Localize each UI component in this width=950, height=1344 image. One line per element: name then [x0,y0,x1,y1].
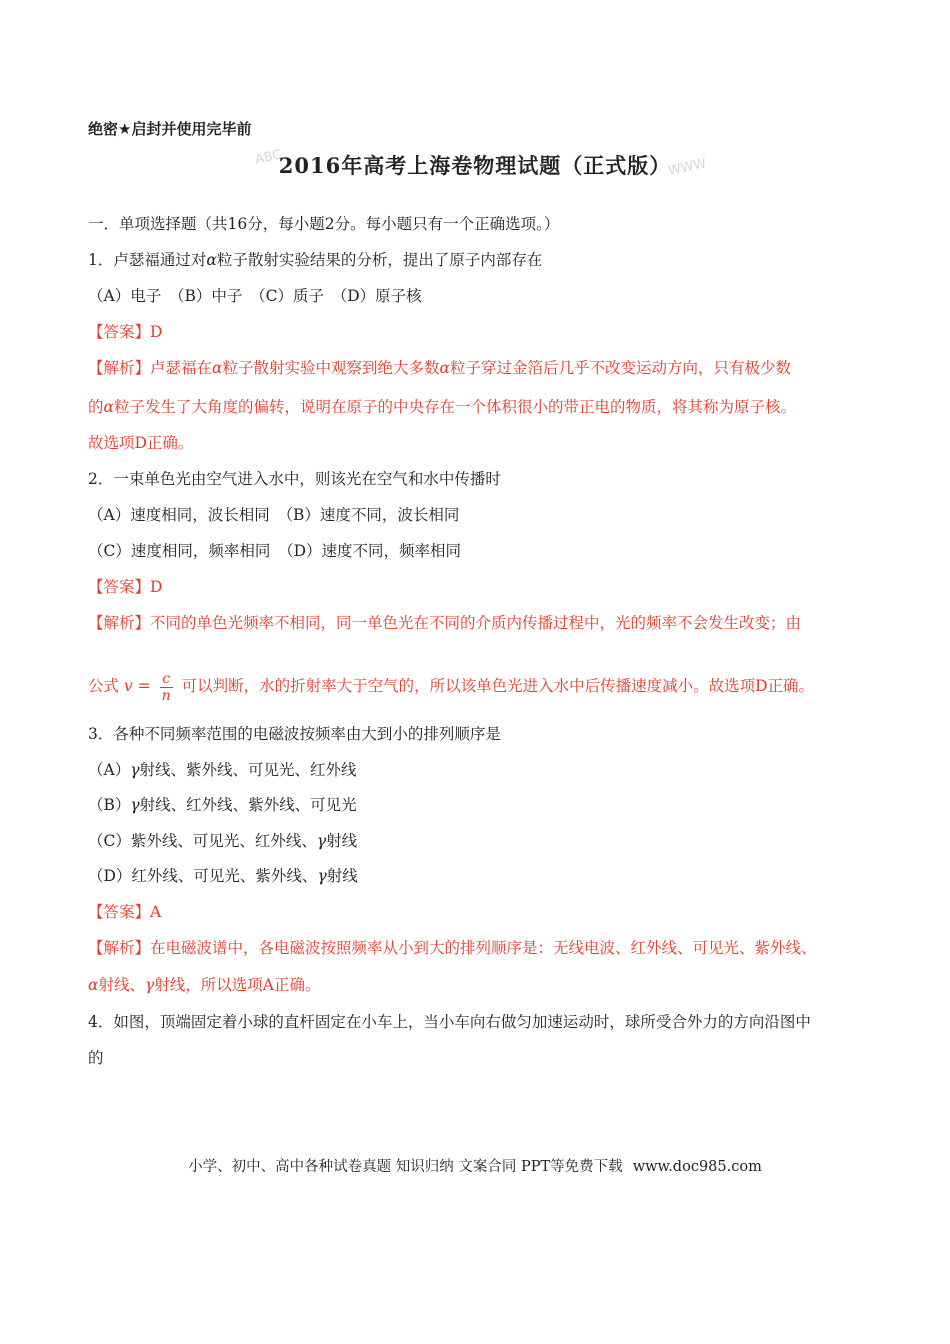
formula-denominator: n [161,687,171,704]
watermark-right: WWW [666,156,708,179]
question-1-answer: 【答案】D [88,323,163,341]
formula-fraction [160,671,173,704]
question-2-explanation-line-1: 【解析】不同的单色光频率不相同，同一单色光在不同的介质内传播过程中，光的频率不会发生改变；由 [88,614,802,632]
question-1-explanation-line-1: 【解析】卢瑟福在α粒子散射实验中观察到绝大多数α粒子穿过金箔后几乎不改变运动方向，只有极少数 [88,359,791,377]
formula-equals: = [137,677,151,695]
question-2-options-cd: （C）速度相同，频率相同 （D）速度不同，频率相同 [88,542,462,560]
section-heading: 一．单项选择题（共16分，每小题2分。每小题只有一个正确选项。） [88,215,560,233]
question-2-explanation-line-2: 公式 v = $\frac{c}{n}$ 可以判断，水的折射率大于空气的，所以该单色光进入水中后传播速度减小。故选项D正确。 [88,670,814,704]
question-2-answer: 【答案】D [88,578,163,596]
formula-numerator: c [160,671,173,688]
question-3-stem: 3．各种不同频率范围的电磁波按频率由大到小的排列顺序是 [88,725,501,743]
footer-text: 小学、初中、高中各种试卷真题 知识归纳 文案合同 PPT等免费下载 [188,1159,623,1175]
question-3-option-a: （A）γ射线、紫外线、可见光、红外线 [88,761,357,779]
question-1-explanation-line-3: 故选项D正确。 [88,434,194,452]
question-4-stem-line-2: 的 [88,1049,104,1067]
question-1-options: （A）电子 （B）中子 （C）质子 （D）原子核 [88,287,422,305]
question-3-explanation-line-1: 【解析】在电磁波谱中，各电磁波按照频率从小到大的排列顺序是：无线电波、红外线、可见光、紫外线、 [88,939,817,957]
question-3-option-b: （B）γ射线、红外线、紫外线、可见光 [88,796,357,814]
question-3-option-c: （C）紫外线、可见光、红外线、γ射线 [88,832,358,850]
question-2-stem: 2．一束单色光由空气进入水中，则该光在空气和水中传播时 [88,470,501,488]
confidential-notice: 绝密★启封并使用完毕前 [88,120,252,138]
watermark-left: ABC [253,147,283,168]
question-2-options-ab: （A）速度相同，波长相同 （B）速度不同，波长相同 [88,506,460,524]
question-3-answer: 【答案】A [88,903,162,921]
question-1-explanation-line-2: 的α粒子发生了大角度的偏转，说明在原子的中央存在一个体积很小的带正电的物质，将其称为原子核。 [88,398,796,416]
question-3-option-d: （D）红外线、可见光、紫外线、γ射线 [88,867,358,885]
question-4-stem-line-1: 4．如图，顶端固定着小球的直杆固定在小车上，当小车向右做匀加速运动时，球所受合外力的方向沿图中 [88,1013,811,1031]
question-1-stem: 1．卢瑟福通过对α粒子散射实验结果的分析，提出了原子内部存在 [88,251,543,269]
page-footer [0,1155,950,1176]
page-title: 2016年高考上海卷物理试题（正式版） [278,153,672,178]
question-3-explanation-line-2: α射线、γ射线，所以选项A正确。 [88,976,321,994]
formula-v: v [123,677,133,695]
footer-url[interactable]: www.doc985.com [632,1159,762,1175]
